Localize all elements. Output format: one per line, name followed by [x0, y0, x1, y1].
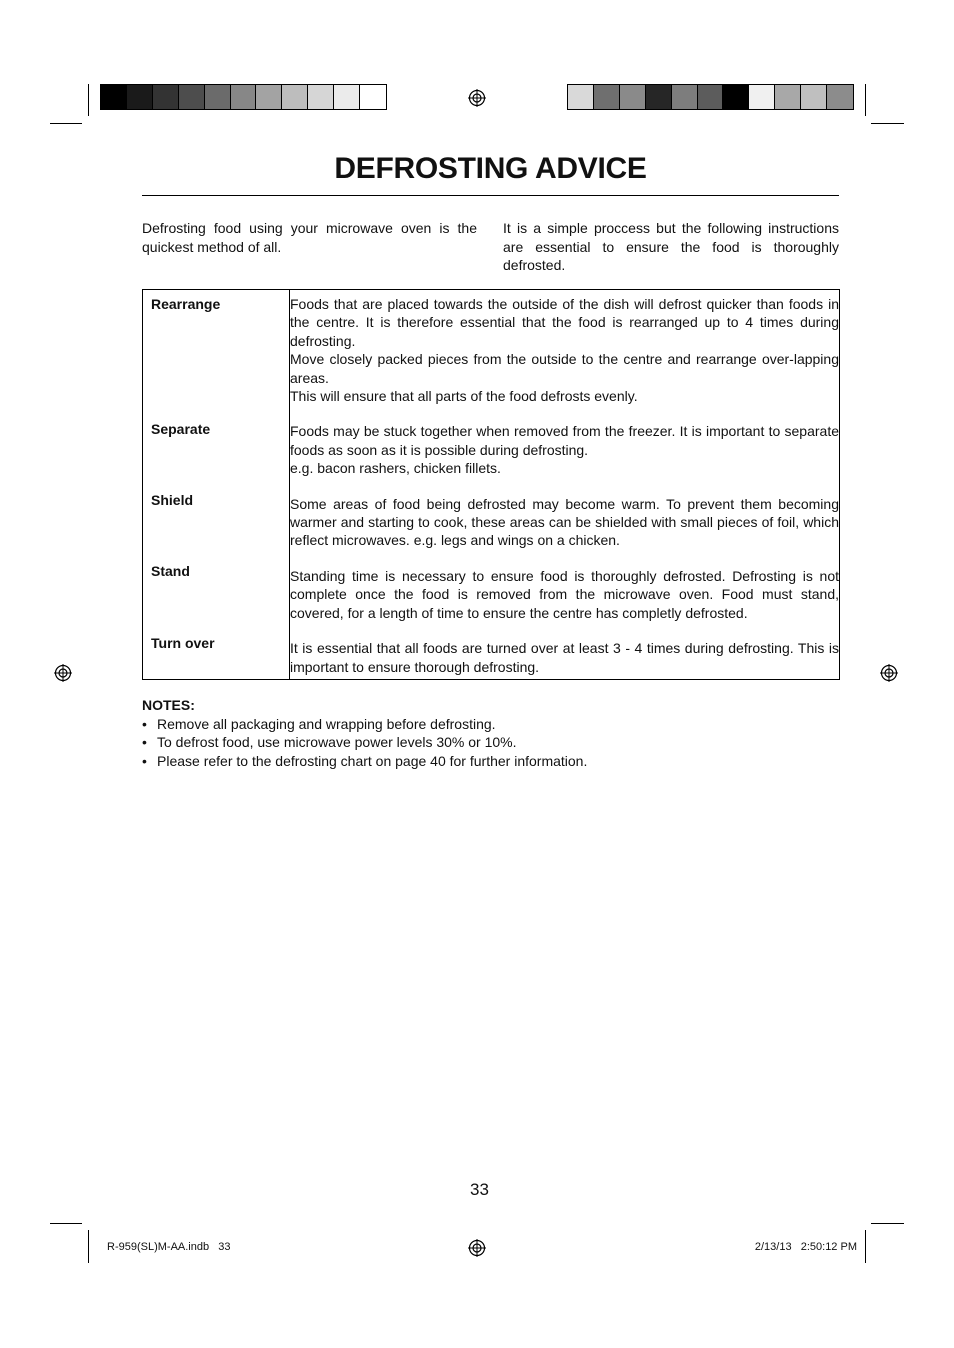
- paragraph: Standing time is necessary to ensure food is thoroughly defrosted. Defrosting is not complete once the food is removed from the microwave oven. Food must stand, covered, for a length of time to ensure the centre has completly defrosted.: [290, 567, 839, 621]
- advice-desc-separate: [290, 422, 839, 477]
- color-swatch: [672, 85, 698, 109]
- color-swatch: [282, 85, 308, 109]
- color-swatch: [153, 85, 179, 109]
- color-calibration-bar-left: [100, 84, 387, 110]
- crop-mark: [865, 84, 866, 116]
- list-item: • Remove all packaging and wrapping before defrosting.: [142, 715, 587, 734]
- advice-term-separate: Separate: [151, 421, 211, 437]
- notes-list: [142, 715, 587, 771]
- paragraph: Move closely packed pieces from the outside to the centre and rearrange over-lapping areas.: [290, 351, 839, 386]
- crop-mark: [865, 1230, 866, 1263]
- color-swatch: [360, 85, 386, 109]
- color-swatch: [698, 85, 724, 109]
- color-calibration-bar-right: [567, 84, 854, 110]
- color-swatch: [101, 85, 127, 109]
- color-swatch: [205, 85, 231, 109]
- paragraph: This will ensure that all parts of the food defrosts evenly.: [290, 388, 638, 405]
- crop-mark: [871, 1223, 904, 1224]
- advice-term-rearrange: Rearrange: [151, 296, 221, 312]
- color-swatch: [568, 85, 594, 109]
- description-column: [290, 290, 840, 680]
- color-swatch: [334, 85, 360, 109]
- defrosting-advice-table: [142, 289, 840, 680]
- registration-mark-icon: [468, 89, 486, 107]
- crop-mark: [50, 1223, 82, 1224]
- advice-desc-shield: [290, 495, 839, 550]
- table-row: [143, 290, 840, 680]
- list-item: • Please refer to the defrosting chart on page 40 for further information.: [142, 752, 587, 771]
- color-swatch: [775, 85, 801, 109]
- registration-mark-icon: [880, 664, 898, 682]
- color-swatch: [749, 85, 775, 109]
- color-swatch: [620, 85, 646, 109]
- paragraph: Foods may be stuck together when removed from the freezer. It is important to separate foods as soon as it is possible during defrosting.: [290, 423, 839, 458]
- color-swatch: [646, 85, 672, 109]
- color-swatch: [127, 85, 153, 109]
- advice-desc-rearrange: [290, 295, 839, 405]
- advice-term-shield: Shield: [151, 492, 194, 508]
- advice-term-turn-over: Turn over: [151, 635, 215, 651]
- notes-section: [142, 696, 587, 770]
- color-swatch: [256, 85, 282, 109]
- color-swatch: [723, 85, 749, 109]
- notes-heading: NOTES:: [142, 697, 195, 713]
- footer-file-slug: R-959(SL)M-AA.indb 33: [107, 1241, 231, 1253]
- paragraph: Foods that are placed towards the outside of the dish will defrost quicker than foods in the centre. It is therefore essential that the food is rearranged up to 4 times during defrosting.: [290, 296, 839, 349]
- crop-mark: [50, 123, 82, 124]
- crop-mark: [871, 123, 904, 124]
- paragraph: It is essential that all foods are turned over at least 3 - 4 times during defrosting. This is important to ensure thorough defrosting.: [290, 640, 839, 675]
- paragraph: Some areas of food being defrosted may become warm. To prevent them becoming warmer and starting to cook, these areas can be shielded with small pieces of foil, which reflect microwaves. e.g. legs and wings on a chicken.: [290, 495, 839, 549]
- crop-mark: [88, 1230, 89, 1263]
- crop-mark: [88, 84, 89, 116]
- term-column: [143, 290, 290, 680]
- color-swatch: [231, 85, 257, 109]
- color-swatch: [179, 85, 205, 109]
- page-title: DEFROSTING ADVICE: [334, 152, 647, 185]
- color-swatch: [827, 85, 853, 109]
- registration-mark-icon: [468, 1239, 486, 1257]
- title-rule: [142, 195, 839, 196]
- color-swatch: [801, 85, 827, 109]
- advice-desc-turn-over: [290, 639, 839, 676]
- footer-timestamp: 2/13/13 2:50:12 PM: [754, 1241, 857, 1253]
- list-item: • To defrost food, use microwave power levels 30% or 10%.: [142, 733, 587, 752]
- color-swatch: [594, 85, 620, 109]
- advice-term-stand: Stand: [151, 563, 190, 579]
- registration-mark-icon: [54, 664, 72, 682]
- advice-desc-stand: [290, 567, 839, 622]
- intro-right: It is a simple proccess but the following instructions are essential to ensure the food is thoroughly defrosted.: [503, 220, 839, 273]
- page-number: 33: [470, 1180, 489, 1199]
- color-swatch: [308, 85, 334, 109]
- paragraph: e.g. bacon rashers, chicken fillets.: [290, 460, 501, 477]
- intro-left: Defrosting food using your microwave oven is the quickest method of all.: [142, 220, 477, 255]
